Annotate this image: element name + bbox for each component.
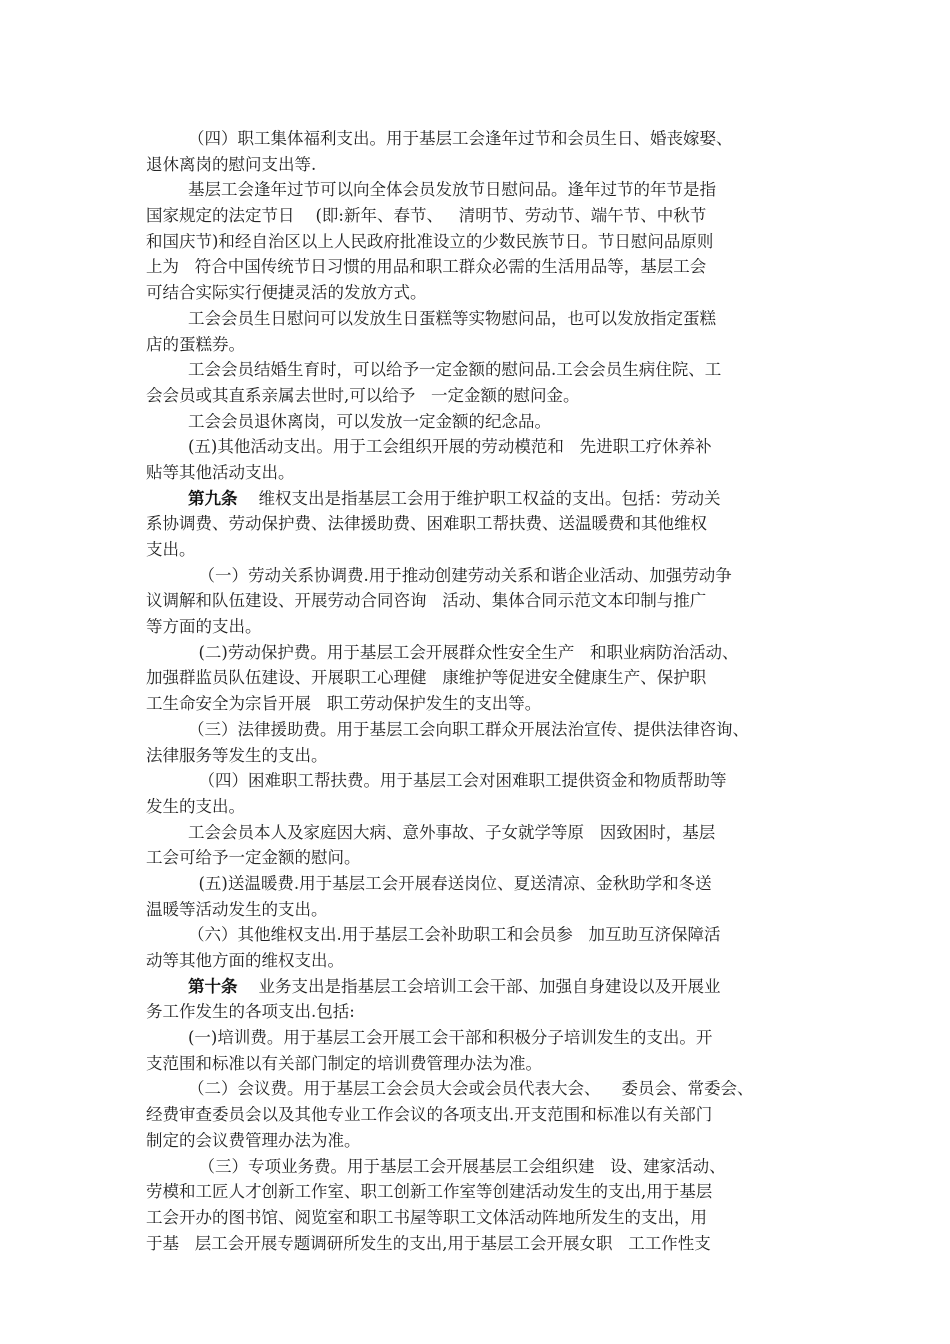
- text-line: （二）会议费。用于基层工会会员大会或会员代表大会、 委员会、常委会、: [146, 1079, 754, 1099]
- text-line: 发生的支出。: [146, 796, 245, 816]
- text-line: 法律服务等发生的支出。: [146, 745, 328, 765]
- text-line: 工会开办的图书馆、阅览室和职工书屋等职工文体活动阵地所发生的支出，用: [146, 1207, 707, 1227]
- text-line: (五)送温暖费.用于基层工会开展春送岗位、夏送清凉、金秋助学和冬送: [146, 873, 712, 893]
- text-line: 劳模和工匠人才创新工作室、职工创新工作室等创建活动发生的支出,用于基层: [146, 1182, 713, 1202]
- text-line: （四）困难职工帮扶费。用于基层工会对困难职工提供资金和物质帮助等: [146, 771, 727, 791]
- text-line: 店的蛋糕券。: [146, 334, 245, 354]
- text-line: 工会会员结婚生育时，可以给予一定金额的慰问品.工会会员生病住院、工: [146, 360, 722, 380]
- text-line: （四）职工集体福利支出。用于基层工会逢年过节和会员生日、婚丧嫁娶、: [146, 129, 733, 148]
- article-text: 业务支出是指基层工会培训工会干部、加强自身建设以及开展业: [237, 976, 721, 996]
- text-line: 支范围和标准以有关部门制定的培训费管理办法为准。: [146, 1053, 542, 1073]
- text-line: 工会可给予一定金额的慰问。: [146, 848, 361, 868]
- text-line: 国家规定的法定节日 (即:新年、春节、 清明节、劳动节、端午节、中秋节: [146, 206, 707, 226]
- text-line: 加强群监员队伍建设、开展职工心理健 康维护等促进安全健康生产、保护职: [146, 668, 707, 688]
- text-line: （三）专项业务费。用于基层工会开展基层工会组织建 设、建家活动、: [146, 1156, 726, 1176]
- article-number: 第九条: [187, 488, 238, 508]
- text-line: 务工作发生的各项支出.包括:: [146, 1002, 355, 1022]
- text-line: (五)其他活动支出。用于工会组织开展的劳动模范和 先进职工疗休养补: [146, 437, 712, 457]
- text-line: 经费审查委员会以及其他专业工作会议的各项支出.开支范围和标准以有关部门: [146, 1105, 713, 1125]
- text-line: 支出。: [146, 540, 196, 559]
- text-line: 和国庆节)和经自治区以上人民政府批准设立的少数民族节日。节日慰问品原则: [146, 231, 714, 251]
- text-line: 温暖等活动发生的支出。: [146, 899, 328, 919]
- text-line: [146, 974, 816, 1000]
- article-number: 第十条: [187, 976, 238, 996]
- text-line: （一）劳动关系协调费.用于推动创建劳动关系和谐企业活动、加强劳动争: [146, 565, 732, 585]
- text-line: 工会会员本人及家庭因大病、意外事故、子女就学等原 因致困时，基层: [146, 822, 716, 842]
- line-indent: [146, 489, 188, 508]
- text-line: 退休离岗的慰问支出等.: [146, 154, 317, 174]
- text-line: (一)培训费。用于基层工会开展工会干部和积极分子培训发生的支出。开: [146, 1028, 713, 1048]
- text-line: 基层工会逢年过节可以向全体会员发放节日慰问品。逢年过节的年节是指: [146, 180, 716, 200]
- text-line: 等方面的支出。: [146, 617, 262, 637]
- text-line: （六）其他维权支出.用于基层工会补助职工和会员参 加互助互济保障活: [146, 925, 721, 945]
- text-line: 动等其他方面的维权支出。: [146, 951, 344, 970]
- text-line: 可结合实际实行便捷灵活的发放方式。: [146, 283, 427, 303]
- text-line: (二)劳动保护费。用于基层工会开展群众性安全生产 和职业病防治活动、: [146, 642, 739, 662]
- text-line: 贴等其他活动支出。: [146, 462, 295, 482]
- text-line: 议调解和队伍建设、开展劳动合同咨询 活动、集体合同示范文本印制与推广: [146, 591, 707, 611]
- text-line: 于基 层工会开展专题调研所发生的支出,用于基层工会开展女职 工工作性支: [146, 1233, 711, 1253]
- text-line: 会会员或其直系亲属去世时,可以给予 一定金额的慰问金。: [146, 385, 580, 405]
- text-line: （三）法律援助费。用于基层工会向职工群众开展法治宣传、提供法律咨询、: [146, 719, 749, 739]
- text-line: [146, 486, 816, 512]
- text-line: 工会会员退休离岗，可以发放一定金额的纪念品。: [146, 411, 551, 431]
- document-body: [146, 126, 816, 1256]
- text-line: 系协调费、劳动保护费、法律援助费、困难职工帮扶费、送温暖费和其他维权: [146, 514, 707, 534]
- line-indent: [146, 977, 188, 996]
- text-line: 上为 符合中国传统节日习惯的用品和职工群众必需的生活用品等，基层工会: [146, 257, 707, 277]
- text-line: 工会会员生日慰问可以发放生日蛋糕等实物慰问品，也可以发放指定蛋糕: [146, 308, 716, 328]
- text-line: 制定的会议费管理办法为准。: [146, 1130, 361, 1150]
- text-line: 工生命安全为宗旨开展 职工劳动保护发生的支出等。: [146, 694, 542, 714]
- article-text: 维权支出是指基层工会用于维护职工权益的支出。包括：劳动关: [237, 488, 721, 508]
